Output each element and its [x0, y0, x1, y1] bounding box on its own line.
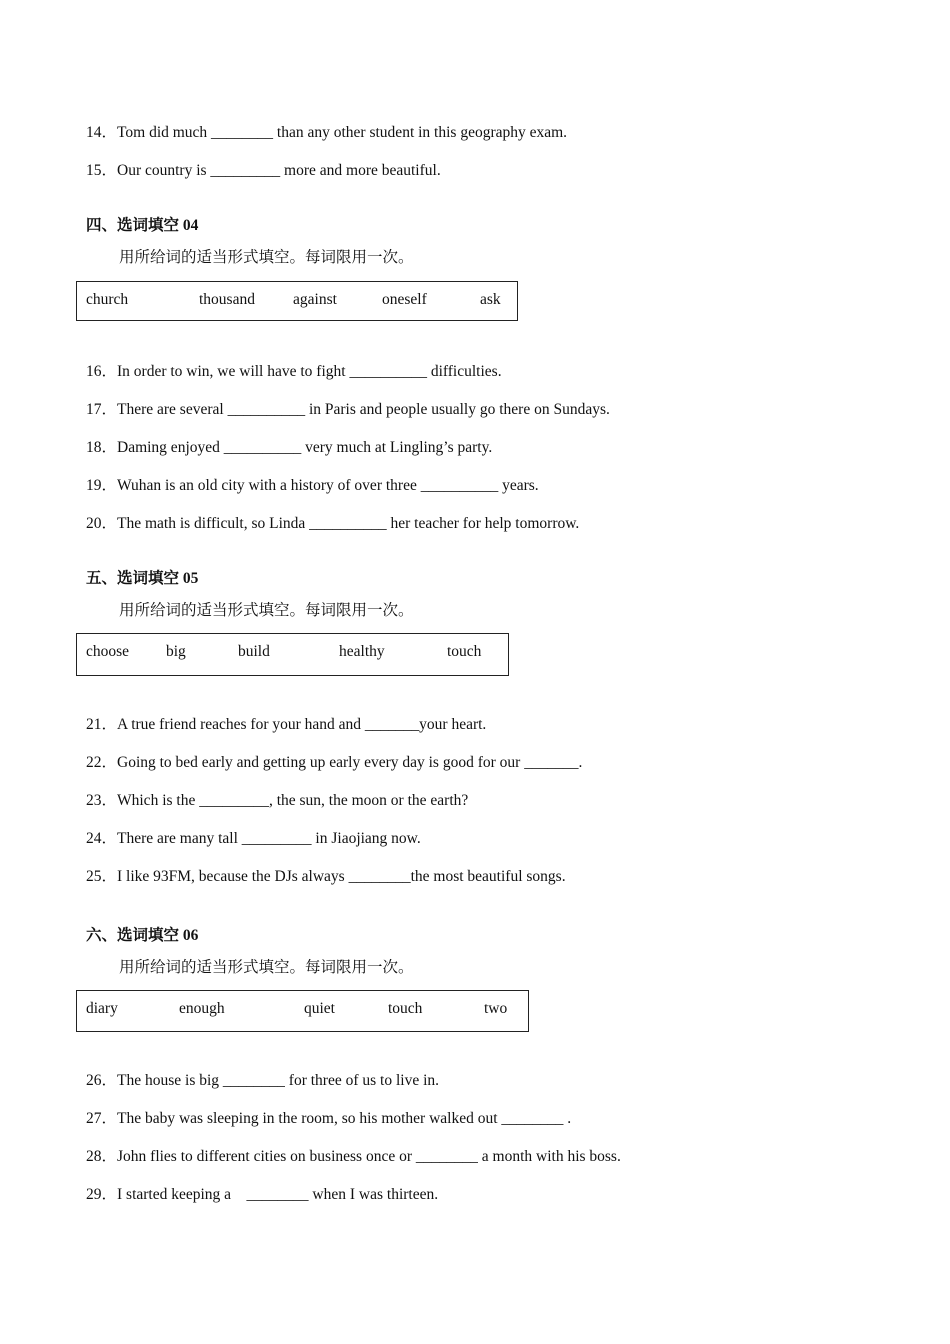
word-oneself: oneself [382, 291, 427, 308]
word-against: against [293, 291, 337, 308]
question-28: 28．John flies to different cities on business once or ________ a month with his boss. [86, 1148, 621, 1165]
question-21: 21．A true friend reaches for your hand and _______your heart. [86, 716, 487, 733]
word-ask: ask [480, 291, 501, 308]
section-heading-04: 四、选词填空 04 [86, 217, 199, 234]
word-enough: enough [179, 1000, 225, 1017]
question-16: 16．In order to win, we will have to fight __________ difficulties. [86, 363, 502, 380]
question-26: 26．The house is big ________ for three of us to live in. [86, 1072, 440, 1089]
question-25: 25．I like 93FM, because the DJs always ________the most beautiful songs. [86, 868, 566, 885]
question-15: 15．Our country is _________ more and more beautiful. [86, 162, 441, 179]
word-two: two [484, 1000, 508, 1017]
question-20: 20．The math is difficult, so Linda __________ her teacher for help tomorrow. [86, 515, 580, 532]
question-23: 23．Which is the _________, the sun, the moon or the earth? [86, 792, 469, 809]
word-church: church [86, 291, 129, 308]
question-27: 27．The baby was sleeping in the room, so his mother walked out ________ . [86, 1110, 572, 1127]
word-thousand: thousand [199, 291, 255, 308]
word-box-06 [76, 990, 529, 1032]
section-heading-05: 五、选词填空 05 [86, 570, 199, 587]
section-instruction-06: 用所给词的适当形式填空。每词限用一次。 [119, 959, 414, 976]
word-choose: choose [86, 643, 130, 660]
question-19: 19．Wuhan is an old city with a history of over three __________ years. [86, 477, 539, 494]
question-14: 14．Tom did much ________ than any other student in this geography exam. [86, 124, 568, 141]
question-18: 18．Daming enjoyed __________ very much at Lingling’s party. [86, 439, 493, 456]
question-22: 22．Going to bed early and getting up early every day is good for our _______. [86, 754, 583, 771]
word-healthy: healthy [339, 643, 385, 660]
word-quiet: quiet [304, 1000, 335, 1017]
word-build: build [238, 643, 270, 660]
section-instruction-05: 用所给词的适当形式填空。每词限用一次。 [119, 602, 414, 619]
question-29: 29．I started keeping a ________ when I was thirteen. [86, 1186, 439, 1203]
word-touch-06: touch [388, 1000, 423, 1017]
word-diary: diary [86, 1000, 118, 1017]
word-box-04 [76, 281, 518, 321]
word-box-05 [76, 633, 509, 676]
section-heading-06: 六、选词填空 06 [86, 927, 199, 944]
word-big: big [166, 643, 186, 660]
question-17: 17．There are several __________ in Paris and people usually go there on Sundays. [86, 401, 610, 418]
section-instruction-04: 用所给词的适当形式填空。每词限用一次。 [119, 249, 414, 266]
question-24: 24．There are many tall _________ in Jiaojiang now. [86, 830, 421, 847]
word-touch: touch [447, 643, 482, 660]
